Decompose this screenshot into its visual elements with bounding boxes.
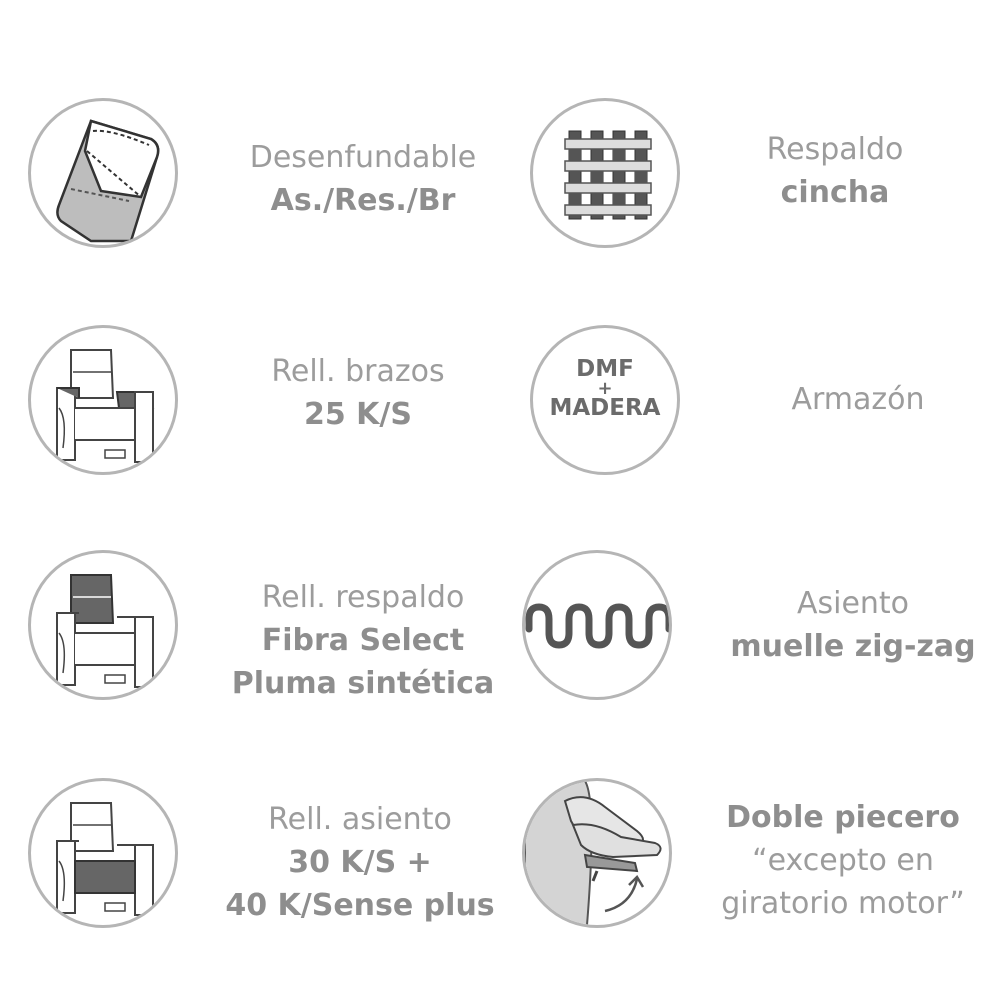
removable-cover-icon (28, 98, 178, 248)
armchair-arms-icon (28, 325, 178, 475)
armchair-seat-icon (28, 778, 178, 928)
webbing-icon (530, 98, 680, 248)
respaldo-relleno-title: Rell. respaldo (261, 580, 465, 615)
piecero-note-1: “excepto en (752, 843, 934, 878)
badge-madera: MADERA (549, 395, 661, 421)
brazos-title: Rell. brazos (271, 354, 445, 389)
desenfundable-value: As./Res./Br (270, 183, 456, 218)
zigzag-spring-icon (522, 550, 672, 700)
double-footrest-icon (522, 778, 672, 928)
asiento-relleno-value-2: 40 K/Sense plus (225, 888, 495, 923)
frame-material-icon (530, 325, 680, 475)
asiento-title: Asiento (796, 586, 910, 621)
respaldo-relleno-value-2: Pluma sintética (231, 666, 495, 701)
badge-plus: + (597, 378, 613, 399)
respaldo-value: cincha (780, 175, 890, 210)
brazos-value: 25 K/S (303, 397, 412, 432)
piecero-title: Doble piecero (726, 800, 960, 835)
respaldo-title: Respaldo (766, 132, 904, 167)
armchair-back-icon (28, 550, 178, 700)
asiento-value: muelle zig-zag (730, 629, 976, 664)
asiento-relleno-value-1: 30 K/S + (288, 845, 432, 880)
respaldo-relleno-value-1: Fibra Select (261, 623, 465, 658)
asiento-relleno-title: Rell. asiento (268, 802, 452, 837)
armazon-title: Armazón (791, 382, 925, 417)
piecero-note-2: giratorio motor” (721, 886, 965, 921)
badge-dmf: DMF (576, 356, 634, 382)
desenfundable-title: Desenfundable (249, 140, 477, 175)
